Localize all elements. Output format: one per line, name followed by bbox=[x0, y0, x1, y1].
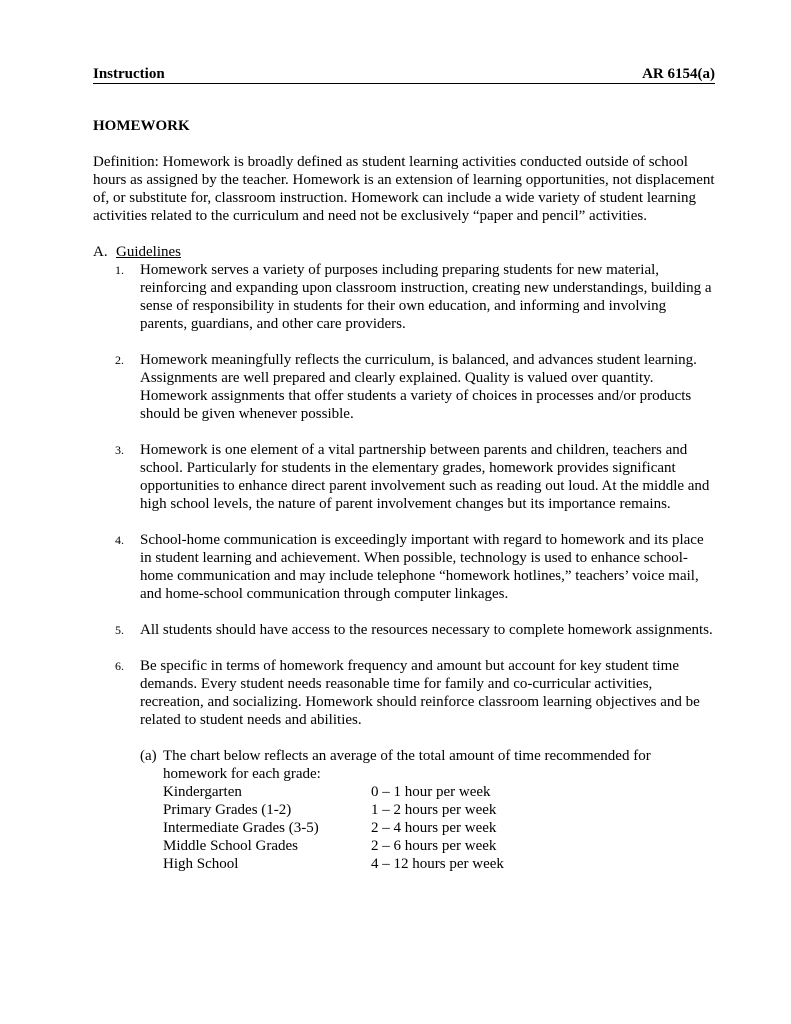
time-cell: 4 – 12 hours per week bbox=[371, 856, 504, 872]
table-row bbox=[163, 855, 504, 873]
list-item bbox=[93, 351, 715, 423]
list-item bbox=[93, 621, 715, 639]
grade-cell: High School bbox=[163, 856, 239, 872]
sub-item-body bbox=[163, 747, 715, 873]
guidelines-section bbox=[93, 243, 715, 873]
document-page bbox=[93, 66, 715, 873]
table-row bbox=[163, 837, 504, 855]
table-row bbox=[163, 801, 504, 819]
time-cell: 1 – 2 hours per week bbox=[371, 802, 497, 818]
list-item bbox=[93, 261, 715, 333]
header-section-label: Instruction bbox=[93, 66, 165, 82]
list-item bbox=[93, 441, 715, 513]
list-item-text: Homework is one element of a vital partnership between parents and children, teachers and school. Particularly for students in the elementary grades, homework provides significant opportunities to enhance direct parent involvement such as reading out loud. At the middle and high school levels, the nature of parent involvement changes but its importance remains. bbox=[140, 442, 710, 512]
list-item bbox=[93, 531, 715, 603]
sub-item-intro: The chart below reflects an average of the total amount of time recommended for homework for each grade: bbox=[163, 748, 651, 782]
header-regulation-number: AR 6154(a) bbox=[642, 66, 715, 82]
list-item-number: 6. bbox=[115, 659, 124, 673]
list-item-text: Homework meaningfully reflects the curriculum, is balanced, and advances student learning. Assignments are well prepared and clearly explained. Quality is valued over quantity. Homework assignments that offer students a variety of choices in processes and/or products should be given whenever possible. bbox=[140, 352, 697, 422]
table-row bbox=[163, 819, 504, 837]
table-row bbox=[163, 783, 504, 801]
list-item bbox=[93, 657, 715, 729]
grade-cell: Primary Grades (1-2) bbox=[163, 802, 292, 818]
list-item-text: Be specific in terms of homework frequency and amount but account for key student time demands. Every student needs reasonable time for family and co-curricular activities, recreation, and socializing. Homework should reinforce classroom learning objectives and be related to student needs and abilities. bbox=[140, 658, 700, 728]
list-item-number: 2. bbox=[115, 353, 124, 367]
homework-time-table bbox=[163, 783, 504, 873]
time-cell: 2 – 6 hours per week bbox=[371, 838, 497, 854]
guidelines-list bbox=[93, 261, 715, 729]
document-title: HOMEWORK bbox=[93, 118, 190, 134]
sub-item-marker: (a) bbox=[140, 748, 157, 764]
list-item-number: 3. bbox=[115, 443, 124, 457]
sub-item-a bbox=[140, 747, 715, 873]
grade-cell: Intermediate Grades (3-5) bbox=[163, 820, 319, 836]
list-item-text: School-home communication is exceedingly important with regard to homework and its place in student learning and achievement. When possible, technology is used to enhance school-home communication and may include telephone “homework hotlines,” teachers’ voice mail, and home-school communication through computer linkages. bbox=[140, 532, 704, 602]
time-cell: 2 – 4 hours per week bbox=[371, 820, 497, 836]
grade-cell: Kindergarten bbox=[163, 784, 242, 800]
list-item-text: All students should have access to the resources necessary to complete homework assignments. bbox=[140, 622, 713, 638]
section-label: Guidelines bbox=[116, 244, 181, 260]
list-item-text: Homework serves a variety of purposes including preparing students for new material, reinforcing and expanding upon classroom instruction, creating new understandings, building a sense of responsibility in students for their own education, and informing and involving parents, guardians, and other care providers. bbox=[140, 262, 712, 332]
list-item-number: 5. bbox=[115, 623, 124, 637]
section-heading bbox=[93, 243, 715, 261]
definition-paragraph: Definition: Homework is broadly defined as student learning activities conducted outside of school hours as assigned by the teacher. Homework is an extension of learning opportunities, not displacement of, or substitute for, classroom instruction. Homework can include a wide variety of student learning activities related to the curriculum and need not be exclusively “paper and pencil” activities. bbox=[93, 154, 715, 224]
grade-cell: Middle School Grades bbox=[163, 838, 298, 854]
section-letter: A. bbox=[93, 244, 108, 260]
page-header bbox=[93, 66, 715, 84]
list-item-number: 4. bbox=[115, 533, 124, 547]
time-cell: 0 – 1 hour per week bbox=[371, 784, 491, 800]
list-item-number: 1. bbox=[115, 263, 124, 277]
